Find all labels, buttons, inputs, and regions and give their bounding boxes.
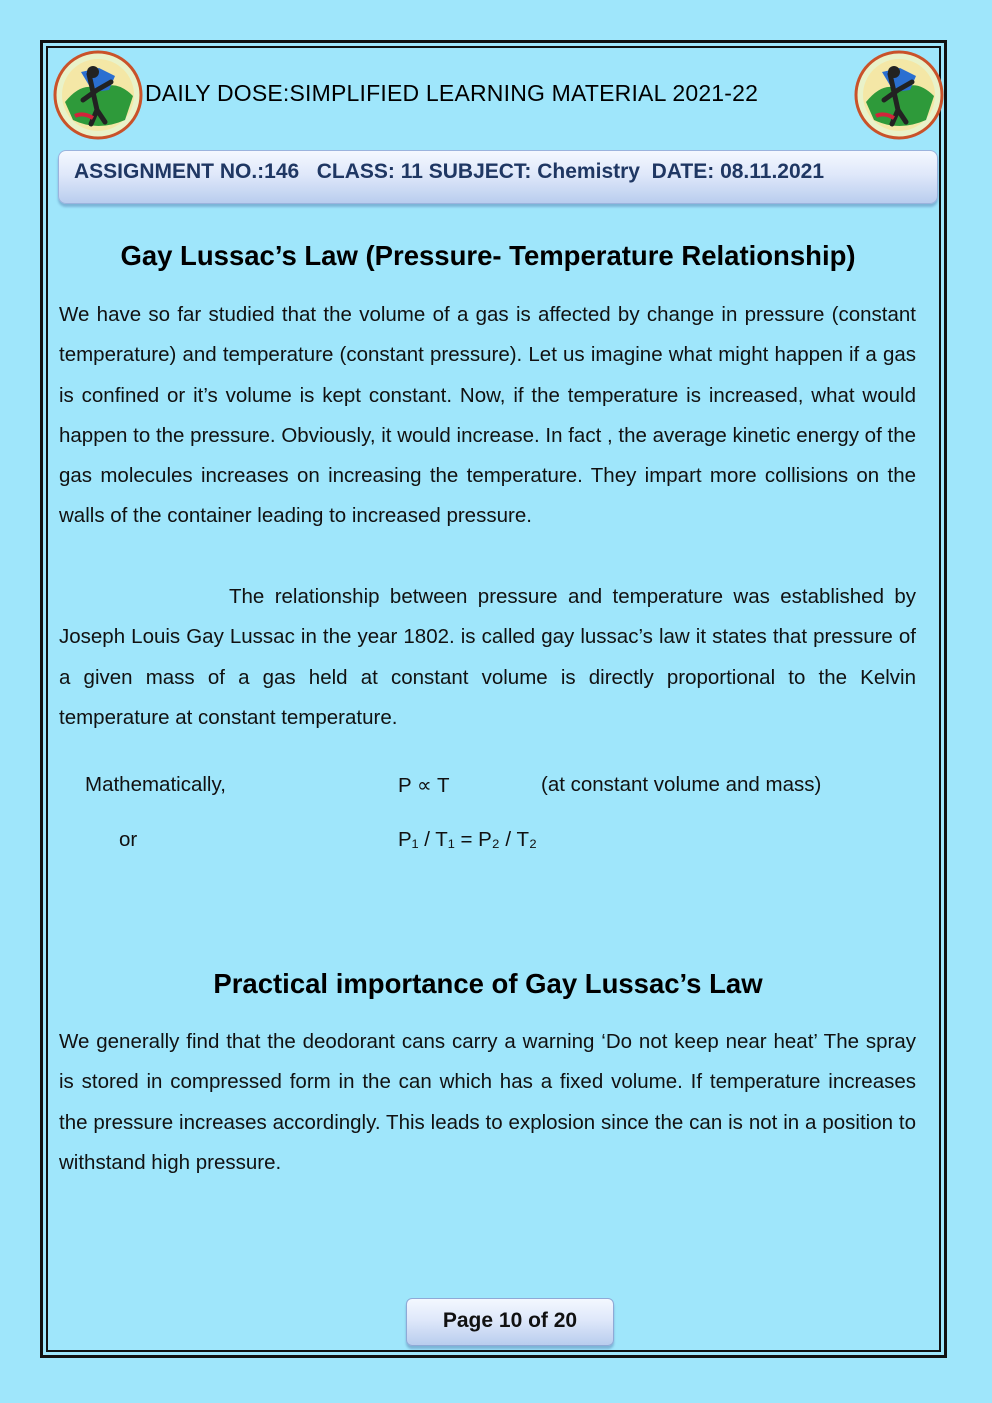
paragraph-relationship: The relationship between pressure and temperature was established by Joseph Louis Gay Lussac in the year 1802. is called gay lussac’s law it states that pressure of a given mass of a gas held at constant volume is directly proportional to the Kelvin temperature at constant temperature. xyxy=(59,585,916,729)
paragraph-practical: We generally find that the deodorant cans carry a warning ‘Do not keep near heat’ The spray is stored in compressed form in the can which has a fixed volume. If temperature increases the pressure increases accordingly. This leads to explosion since the can is not in a position to withstand high pressure. xyxy=(59,1030,916,1174)
document-header-title: DAILY DOSE:SIMPLIFIED LEARNING MATERIAL 2021-22 xyxy=(145,80,759,106)
section-heading-practical-importance: Practical importance of Gay Lussac’s Law xyxy=(213,968,763,999)
gay-lussac-equation: P₁ / T₁ = P₂ / T₂ xyxy=(398,828,537,851)
school-logo-right xyxy=(854,50,944,140)
paragraph-intro: We have so far studied that the volume of a gas is affected by change in pressure (constant temperature) and temperature (constant pressure). Let us imagine what might happen if a gas is confined or it’s volume is kept constant. Now, if the temperature is increased, what would happen to the pressure. Obviously, it would increase. In fact , the average kinetic energy of the gas molecules increases on increasing the temperature. They impart more collisions on the walls of the container leading to increased pressure. xyxy=(59,303,916,528)
assignment-info: ASSIGNMENT NO.:146 CLASS: 11 SUBJECT: Chemistry DATE: 08.11.2021 xyxy=(74,160,825,183)
section-heading-gay-lussac-law: Gay Lussac’s Law (Pressure- Temperature Relationship) xyxy=(120,240,856,271)
page-number: Page 10 of 20 xyxy=(442,1309,578,1332)
proportionality-expression: P ∝ T xyxy=(398,774,450,797)
school-logo-left xyxy=(53,50,143,140)
math-label: Mathematically, xyxy=(85,773,226,796)
math-condition: (at constant volume and mass) xyxy=(541,773,822,796)
or-label: or xyxy=(119,828,138,851)
